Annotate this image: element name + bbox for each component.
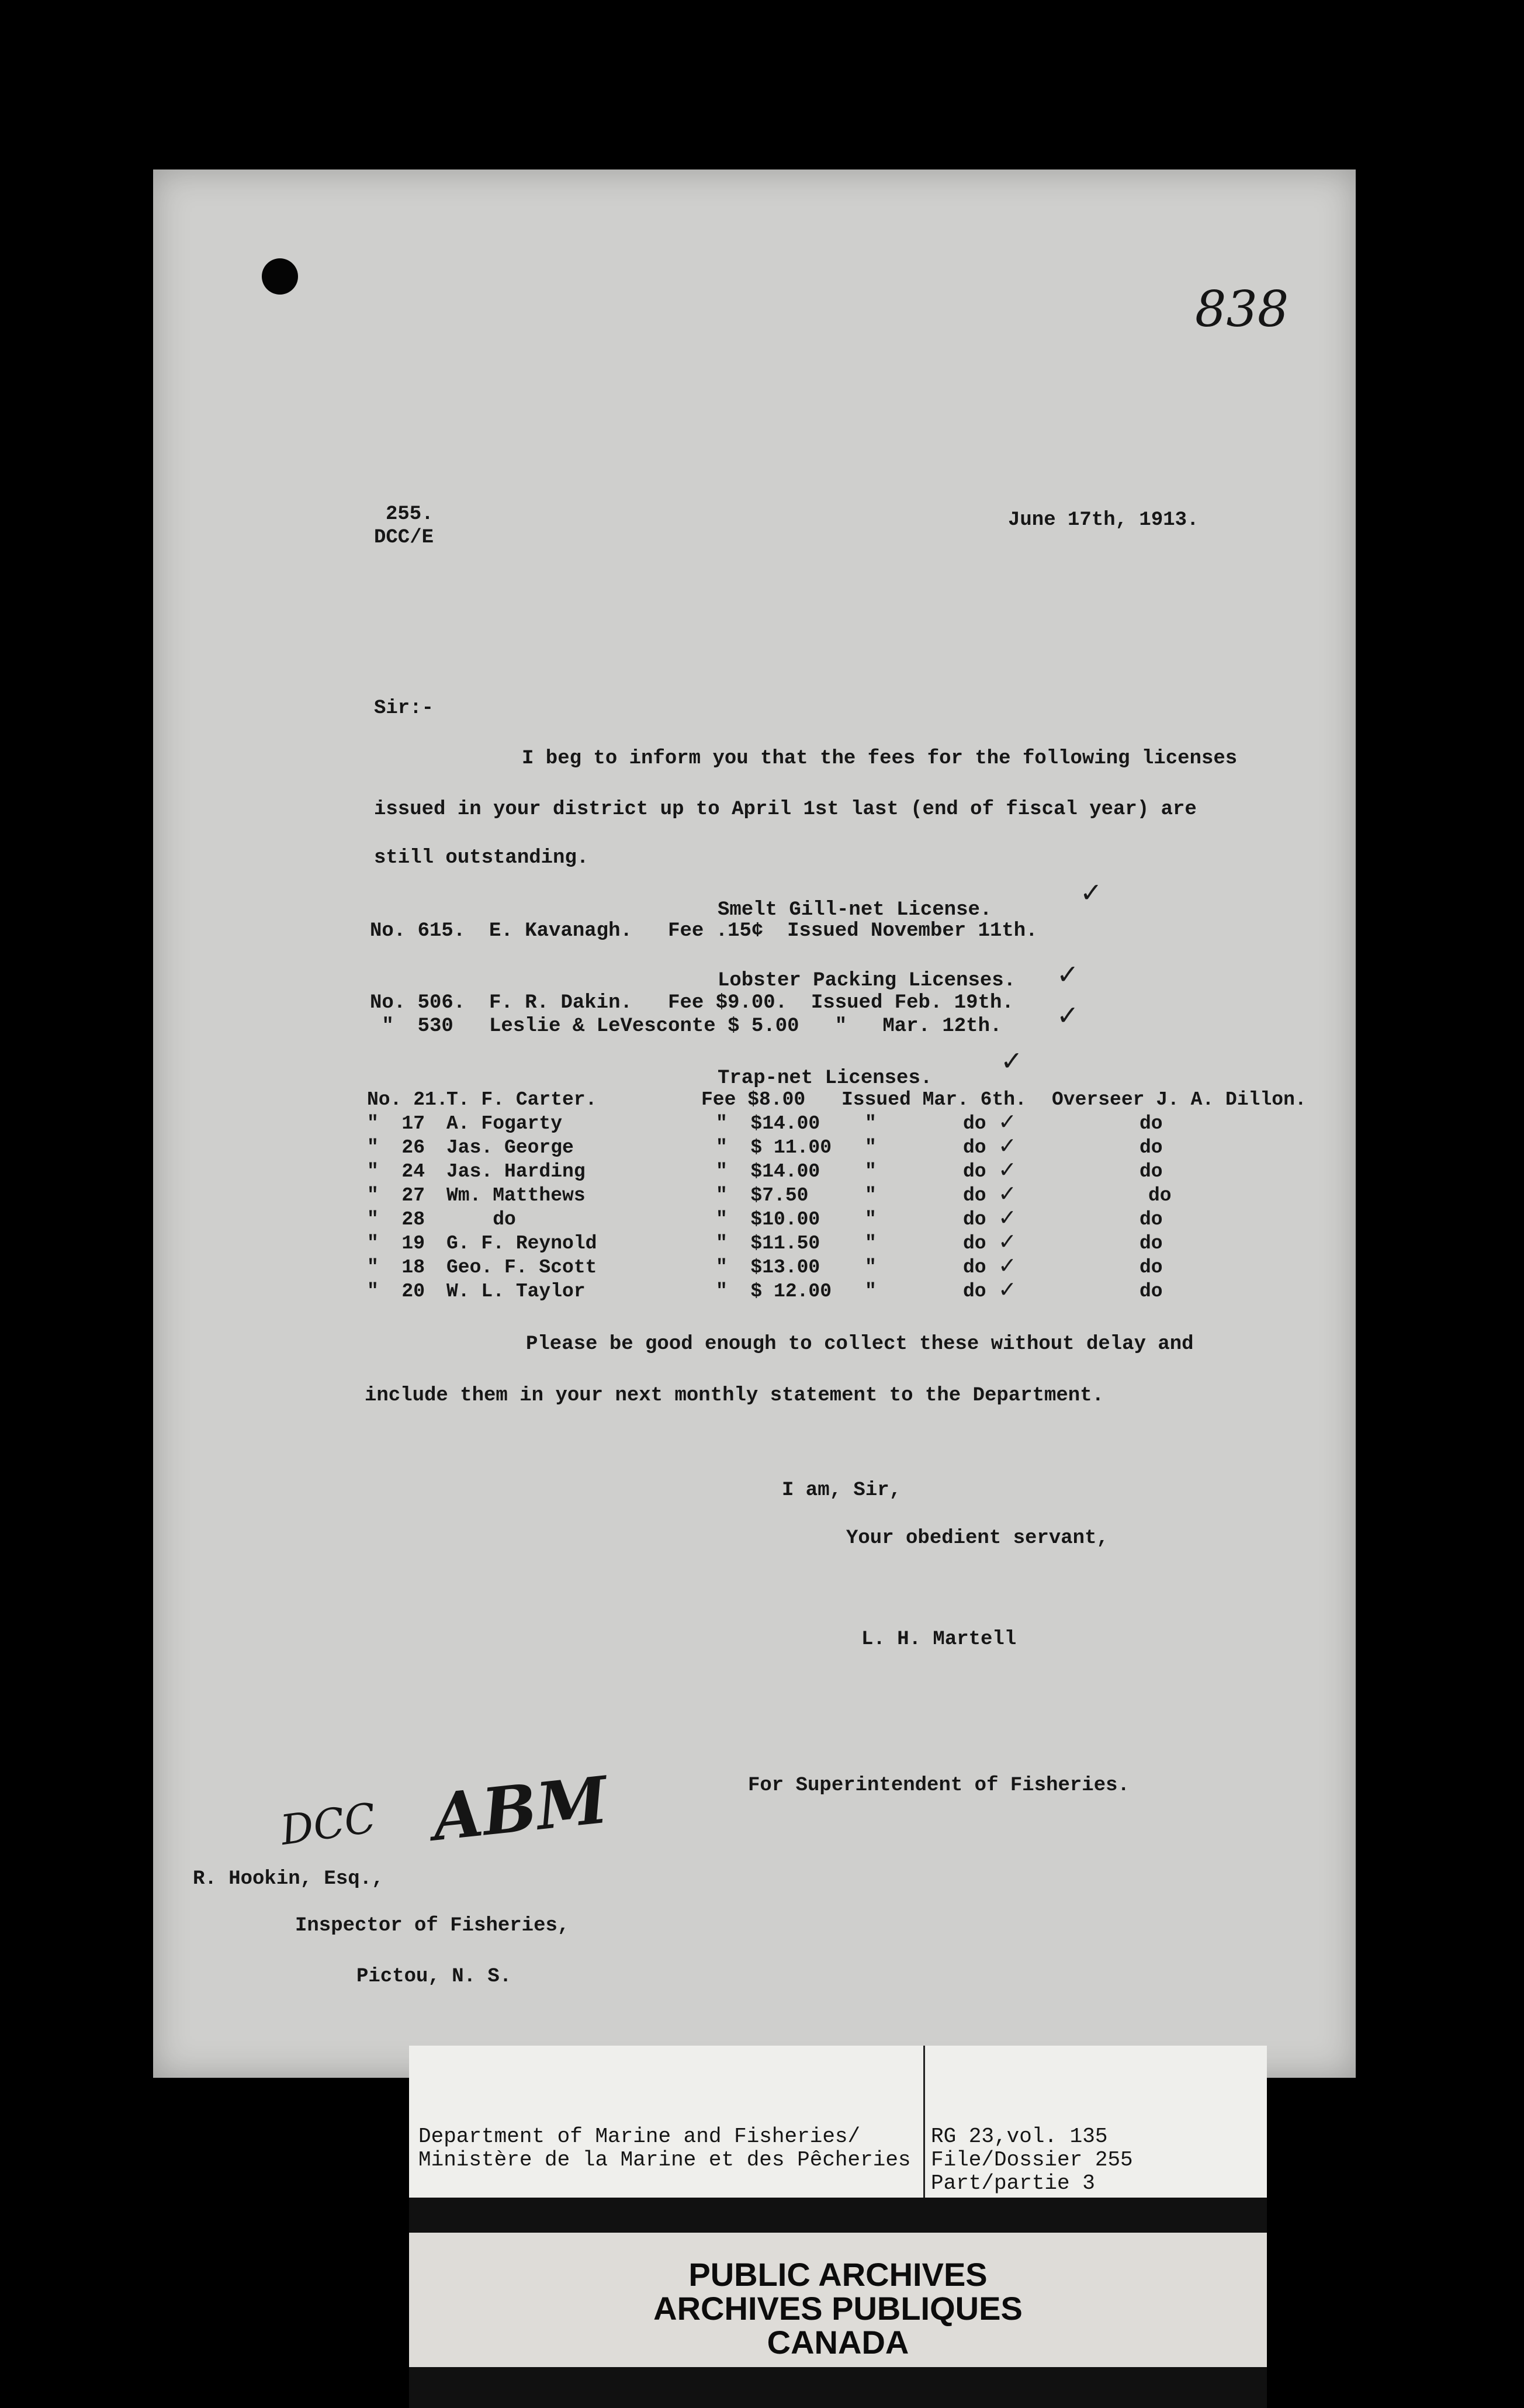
issued-do: do [963, 1209, 986, 1230]
licensee-name: Jas. George [446, 1137, 574, 1158]
issued-do: do [963, 1113, 986, 1134]
license-fee: " $7.50 [716, 1185, 809, 1206]
license-fee: Fee $8.00 [701, 1089, 806, 1110]
license-number: " 18 [367, 1257, 425, 1278]
license-fee: " $13.00 [716, 1257, 820, 1278]
license-number: " 28 [367, 1209, 425, 1230]
file-reference: 255. [386, 503, 434, 525]
signatory-name: L. H. Martell [861, 1628, 1017, 1651]
issued-date: Issued Mar. 6th. [841, 1089, 1027, 1110]
check-mark: ✓ [998, 1229, 1017, 1254]
issued-date: " [865, 1137, 877, 1158]
overseer: do [1139, 1161, 1163, 1182]
signatory-title: For Superintendent of Fisheries. [748, 1774, 1130, 1797]
sign-off-1: I am, Sir, [782, 1479, 902, 1501]
issued-do: do [963, 1233, 986, 1254]
intro-line-2: issued in your district up to April 1st last (end of fiscal year) are [374, 798, 1197, 821]
overseer: do [1139, 1113, 1163, 1134]
recipient-name: R. Hookin, Esq., [193, 1868, 384, 1890]
licensee-name: do [446, 1209, 516, 1230]
overseer: do [1148, 1185, 1172, 1206]
check-mark: ✓ [998, 1109, 1017, 1134]
check-mark: ✓ [1057, 959, 1079, 990]
license-fee: " $11.50 [716, 1233, 820, 1254]
check-mark: ✓ [1080, 877, 1103, 908]
issued-date: " [865, 1257, 877, 1278]
issued-do: do [963, 1281, 986, 1302]
closing-line-2: include them in your next monthly statement to the Department. [365, 1385, 1104, 1407]
issued-date: " [865, 1113, 877, 1134]
label-dept-en: Department of Marine and Fisheries/ [418, 2125, 861, 2148]
license-fee: " $10.00 [716, 1209, 820, 1230]
overseer: do [1139, 1281, 1163, 1302]
recipient-place: Pictou, N. S. [356, 1966, 512, 1988]
licensee-name: T. F. Carter. [446, 1089, 597, 1110]
issued-do: do [963, 1161, 986, 1182]
issued-date: " [865, 1281, 877, 1302]
label-dept-fr: Ministère de la Marine et des Pêcheries [418, 2148, 911, 2172]
stamp-line-2: ARCHIVES PUBLIQUES [653, 2290, 1023, 2327]
overseer: do [1139, 1257, 1163, 1278]
sign-off-2: Your obedient servant, [846, 1527, 1109, 1549]
label-part: Part/partie 3 [931, 2171, 1095, 2195]
license-number: " 20 [367, 1281, 425, 1302]
smelt-heading: Smelt Gill-net License. [718, 899, 992, 921]
check-mark: ✓ [998, 1133, 1017, 1158]
letter-date: June 17th, 1913. [1008, 509, 1199, 531]
overseer: do [1139, 1209, 1163, 1230]
trap-heading: Trap-net Licenses. [718, 1067, 933, 1089]
stamp-line-3: CANADA [767, 2324, 909, 2361]
punch-hole [262, 258, 298, 295]
archive-label [409, 2046, 1267, 2221]
license-fee: " $14.00 [716, 1113, 820, 1134]
license-number: No. 21. [367, 1089, 448, 1110]
license-fee: " $ 11.00 [716, 1137, 832, 1158]
smelt-license-line: No. 615. E. Kavanagh. Fee .15¢ Issued November 11th. [370, 920, 1038, 942]
closing-line-1: Please be good enough to collect these without delay and [526, 1333, 1194, 1355]
check-mark: ✓ [998, 1181, 1017, 1206]
intro-line-3: still outstanding. [374, 847, 589, 869]
license-number: " 19 [367, 1233, 425, 1254]
overseer: Overseer J. A. Dillon. [1052, 1089, 1307, 1110]
lobster-license-1: No. 506. F. R. Dakin. Fee $9.00. Issued Feb. 19th. [370, 992, 1014, 1014]
licensee-name: A. Fogarty [446, 1113, 563, 1134]
check-mark: ✓ [998, 1205, 1017, 1230]
stamp-line-1: PUBLIC ARCHIVES [688, 2256, 988, 2293]
archives-stamp [409, 2198, 1267, 2408]
lobster-license-2: " 530 Leslie & LeVesconte $ 5.00 " Mar. 12th. [370, 1015, 1002, 1037]
issued-date: " [865, 1161, 877, 1182]
check-mark: ✓ [998, 1253, 1017, 1278]
license-fee: " $ 12.00 [716, 1281, 832, 1302]
check-mark: ✓ [998, 1276, 1017, 1302]
handwritten-signature: ABM [429, 1762, 612, 1856]
license-number: " 17 [367, 1113, 425, 1134]
handwritten-initials: DCC [278, 1794, 379, 1855]
licensee-name: G. F. Reynold [446, 1233, 597, 1254]
license-number: " 27 [367, 1185, 425, 1206]
recipient-title: Inspector of Fisheries, [295, 1915, 570, 1937]
issued-date: " [865, 1233, 877, 1254]
issued-do: do [963, 1137, 986, 1158]
licensee-name: Geo. F. Scott [446, 1257, 597, 1278]
salutation: Sir:- [374, 697, 434, 719]
check-mark: ✓ [998, 1157, 1017, 1182]
check-mark: ✓ [1057, 999, 1079, 1031]
label-divider [923, 2046, 925, 2221]
overseer: do [1139, 1137, 1163, 1158]
licensee-name: W. L. Taylor [446, 1281, 586, 1302]
license-number: " 26 [367, 1137, 425, 1158]
initials-reference: DCC/E [374, 527, 434, 549]
lobster-heading: Lobster Packing Licenses. [718, 970, 1016, 992]
issued-date: " [865, 1185, 877, 1206]
label-rg: RG 23,vol. 135 [931, 2125, 1108, 2148]
page-number: 838 [1195, 281, 1289, 338]
licensee-name: Jas. Harding [446, 1161, 586, 1182]
intro-line-1: I beg to inform you that the fees for the following licenses [522, 748, 1238, 770]
license-fee: " $14.00 [716, 1161, 820, 1182]
licensee-name: Wm. Matthews [446, 1185, 586, 1206]
overseer: do [1139, 1233, 1163, 1254]
issued-date: " [865, 1209, 877, 1230]
license-number: " 24 [367, 1161, 425, 1182]
issued-do: do [963, 1257, 986, 1278]
issued-do: do [963, 1185, 986, 1206]
check-mark: ✓ [1000, 1045, 1023, 1077]
label-file: File/Dossier 255 [931, 2148, 1133, 2172]
